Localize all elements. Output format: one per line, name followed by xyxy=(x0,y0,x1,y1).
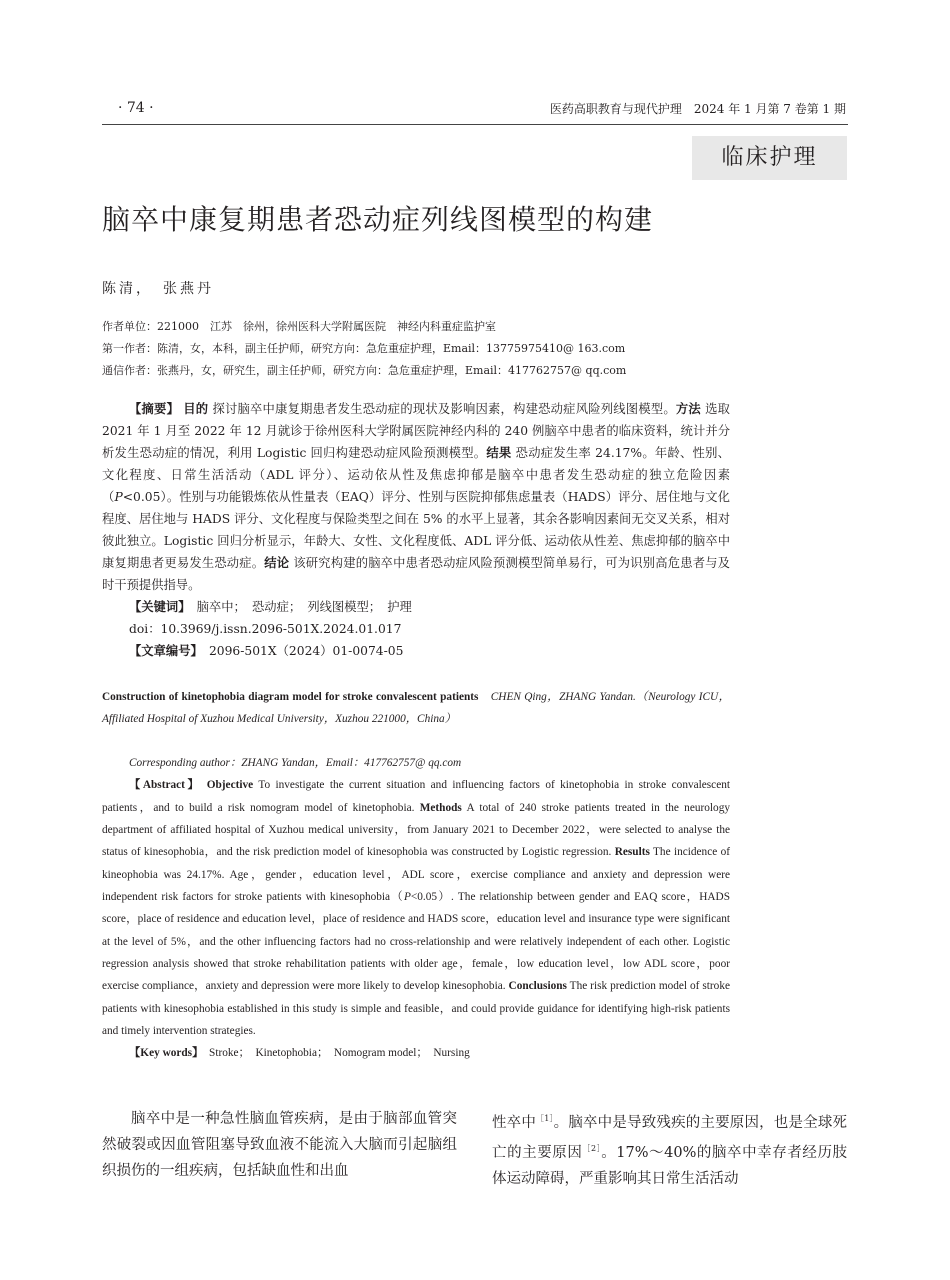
conclusion-label: 结论 xyxy=(264,555,290,570)
citation-1: ［1］ xyxy=(536,1114,554,1123)
body-text-right-2: 。脑卒中是导致残疾的主要原因，也是全球死亡的主要原因 xyxy=(492,1114,848,1161)
p-symbol: P xyxy=(114,490,123,504)
methods-label: 方法 xyxy=(675,401,701,416)
english-conclusions-label: Conclusions xyxy=(508,980,567,993)
english-title: Construction of kinetophobia diagram model for stroke convalescent patients xyxy=(102,691,479,703)
english-results-label: Results xyxy=(614,846,650,859)
section-badge: 临床护理 xyxy=(692,136,847,180)
objective-text: 探讨脑卒中康复期患者发生恐动症的现状及影响因素，构建恐动症风险列线图模型。 xyxy=(212,402,676,416)
body-column-right xyxy=(492,1106,847,1192)
corresponding-author: 通信作者：张燕丹，女，研究生，副主任护师，研究方向：急危重症护理，Email：417762757@ qq.com xyxy=(102,364,627,377)
english-authors: CHEN Qing，ZHANG Yandan. xyxy=(490,691,636,703)
keywords-label: 【关键词】 xyxy=(129,599,185,614)
english-methods: A total of 240 stroke patients treated in the neurology department of affiliated hospital of Xuzhou medical university，from January 2021 to December 2022，were selected to analyse the status of kinesophobia，and the risk prediction model of kinesophobia was constructed by Logistic regression. xyxy=(102,801,730,859)
authors: 陈清， 张燕丹 xyxy=(102,281,214,297)
english-results-2: <0.05）. The relationship between gender and EAQ score，HADS score，place of residence and education level，place of residence and HADS score，education level and insurance type were significant at the level of 5%，and the other influencing factors had no cross-relationship and were relatively independent of each other. Logistic regression analysis showed that stroke rehabilitation patients with older age，female，low education level，low ADL score，poor exercise compliance，anxiety and depression were more likely to develop kinesophobia. xyxy=(102,891,731,993)
methods-text: 选取 2021 年 1 月至 2022 年 12 月就诊于徐州医科大学附属医院神经内科的 240 例脑卒中患者的临床资料，统计并分析发生恐动症的情况，利用 Logistic 回归构建恐动症风险预测模型。 xyxy=(102,402,730,460)
english-conclusions: The risk prediction model of stroke patients with kinesophobia established in this study is simple and feasible，and could provide guidance for identifying high-risk patients and timely intervention strategies. xyxy=(102,980,730,1038)
article-title: 脑卒中康复期患者恐动症列线图模型的构建 xyxy=(102,203,654,236)
english-abstract xyxy=(102,752,730,1065)
first-author: 第一作者：陈清，女，本科，副主任护师，研究方向：急危重症护理，Email：13775975410@ 163.com xyxy=(102,342,626,355)
english-objective: To investigate the current situation and influencing factors of kinetophobia in stroke convalescent patients，and to build a risk nomogram model of kinetophobia. xyxy=(102,779,730,814)
conclusion-text: 该研究构建的脑卒中患者恐动症风险预测模型简单易行，可为识别高危患者与及时干预提供指导。 xyxy=(102,556,730,592)
article-no: 2096-501X（2024）01-0074-05 xyxy=(208,644,404,658)
page-number: · 74 · xyxy=(118,100,154,116)
body-text-left: 脑卒中是一种急性脑血管疾病，是由于脑部血管突然破裂或因血管阻塞导致血液不能流入大脑而引起脑组织损伤的一组疾病，包括缺血性和出血 xyxy=(102,1111,457,1179)
english-methods-label: Methods xyxy=(419,801,462,814)
english-keywords-label: 【Key words】 xyxy=(129,1047,198,1060)
abstract-label: 【摘要】 xyxy=(129,401,180,416)
journal-header: 医药高职教育与现代护理 2024 年 1 月第 7 卷第 1 期 xyxy=(549,102,846,116)
results-text: 恐动症发生率 24.17%。年龄、性别、文化程度、日常生活活动（ADL 评分）、运动依从性及焦虑抑郁是脑卒中患者发生恐动症的独立危险因素（ xyxy=(102,446,730,504)
english-title-block xyxy=(102,686,730,730)
english-results: The incidence of kineophobia was 24.17%. Age，gender，education level，ADL score，exercise compliance and anxiety and depression were independent risk factors for stroke patients with kinesophobia（ xyxy=(102,846,730,904)
english-objective-label: Objective xyxy=(206,779,254,792)
article-no-label: 【文章编号】 xyxy=(129,643,197,658)
body-column-left xyxy=(102,1106,457,1184)
doi: doi：10.3969/j.issn.2096-501X.2024.01.017 xyxy=(129,622,402,636)
results-label: 结果 xyxy=(486,445,512,460)
affiliation: 作者单位：221000 江苏 徐州，徐州医科大学附属医院 神经内科重症监护室 xyxy=(102,320,496,333)
chinese-abstract xyxy=(102,398,730,662)
citation-2: ［2］ xyxy=(582,1143,602,1153)
body-text-right: 性卒中 xyxy=(492,1114,537,1131)
english-abstract-label: 【Abstract】 xyxy=(129,779,202,792)
english-p-symbol: P xyxy=(403,891,411,904)
objective-label: 目的 xyxy=(183,401,209,416)
english-corresponding: Corresponding author：ZHANG Yandan，Email：417762757@ qq.com xyxy=(129,757,462,769)
english-affiliation: （Neurology ICU，Affiliated Hospital of Xuzhou Medical University，Xuzhou 221000，China） xyxy=(102,691,730,725)
header-rule xyxy=(102,124,848,125)
keywords: 脑卒中； 恐动症； 列线图模型； 护理 xyxy=(196,600,412,614)
english-keywords: Stroke； Kinetophobia； Nomogram model； Nursing xyxy=(209,1047,470,1060)
body-text-right-3: 。17%～40%的脑卒中幸存者经历肢体运动障碍，严重影响其日常生活活动 xyxy=(492,1144,848,1187)
results-text-2: <0.05）。性别与功能锻炼依从性量表（EAQ）评分、性别与医院抑郁焦虑量表（HADS）评分、居住地与文化程度、居住地与 HADS 评分、文化程度与保险类型之间在 5% 的水平上显著，其余各影响因素间无交叉关系，相对彼此独立。Logistic 回归分析显示，年龄大、女性、文化程度低、ADL 评分低、运动依从性差、焦虑抑郁的脑卒中康复期患者更易发生恐动症。 xyxy=(102,490,730,570)
